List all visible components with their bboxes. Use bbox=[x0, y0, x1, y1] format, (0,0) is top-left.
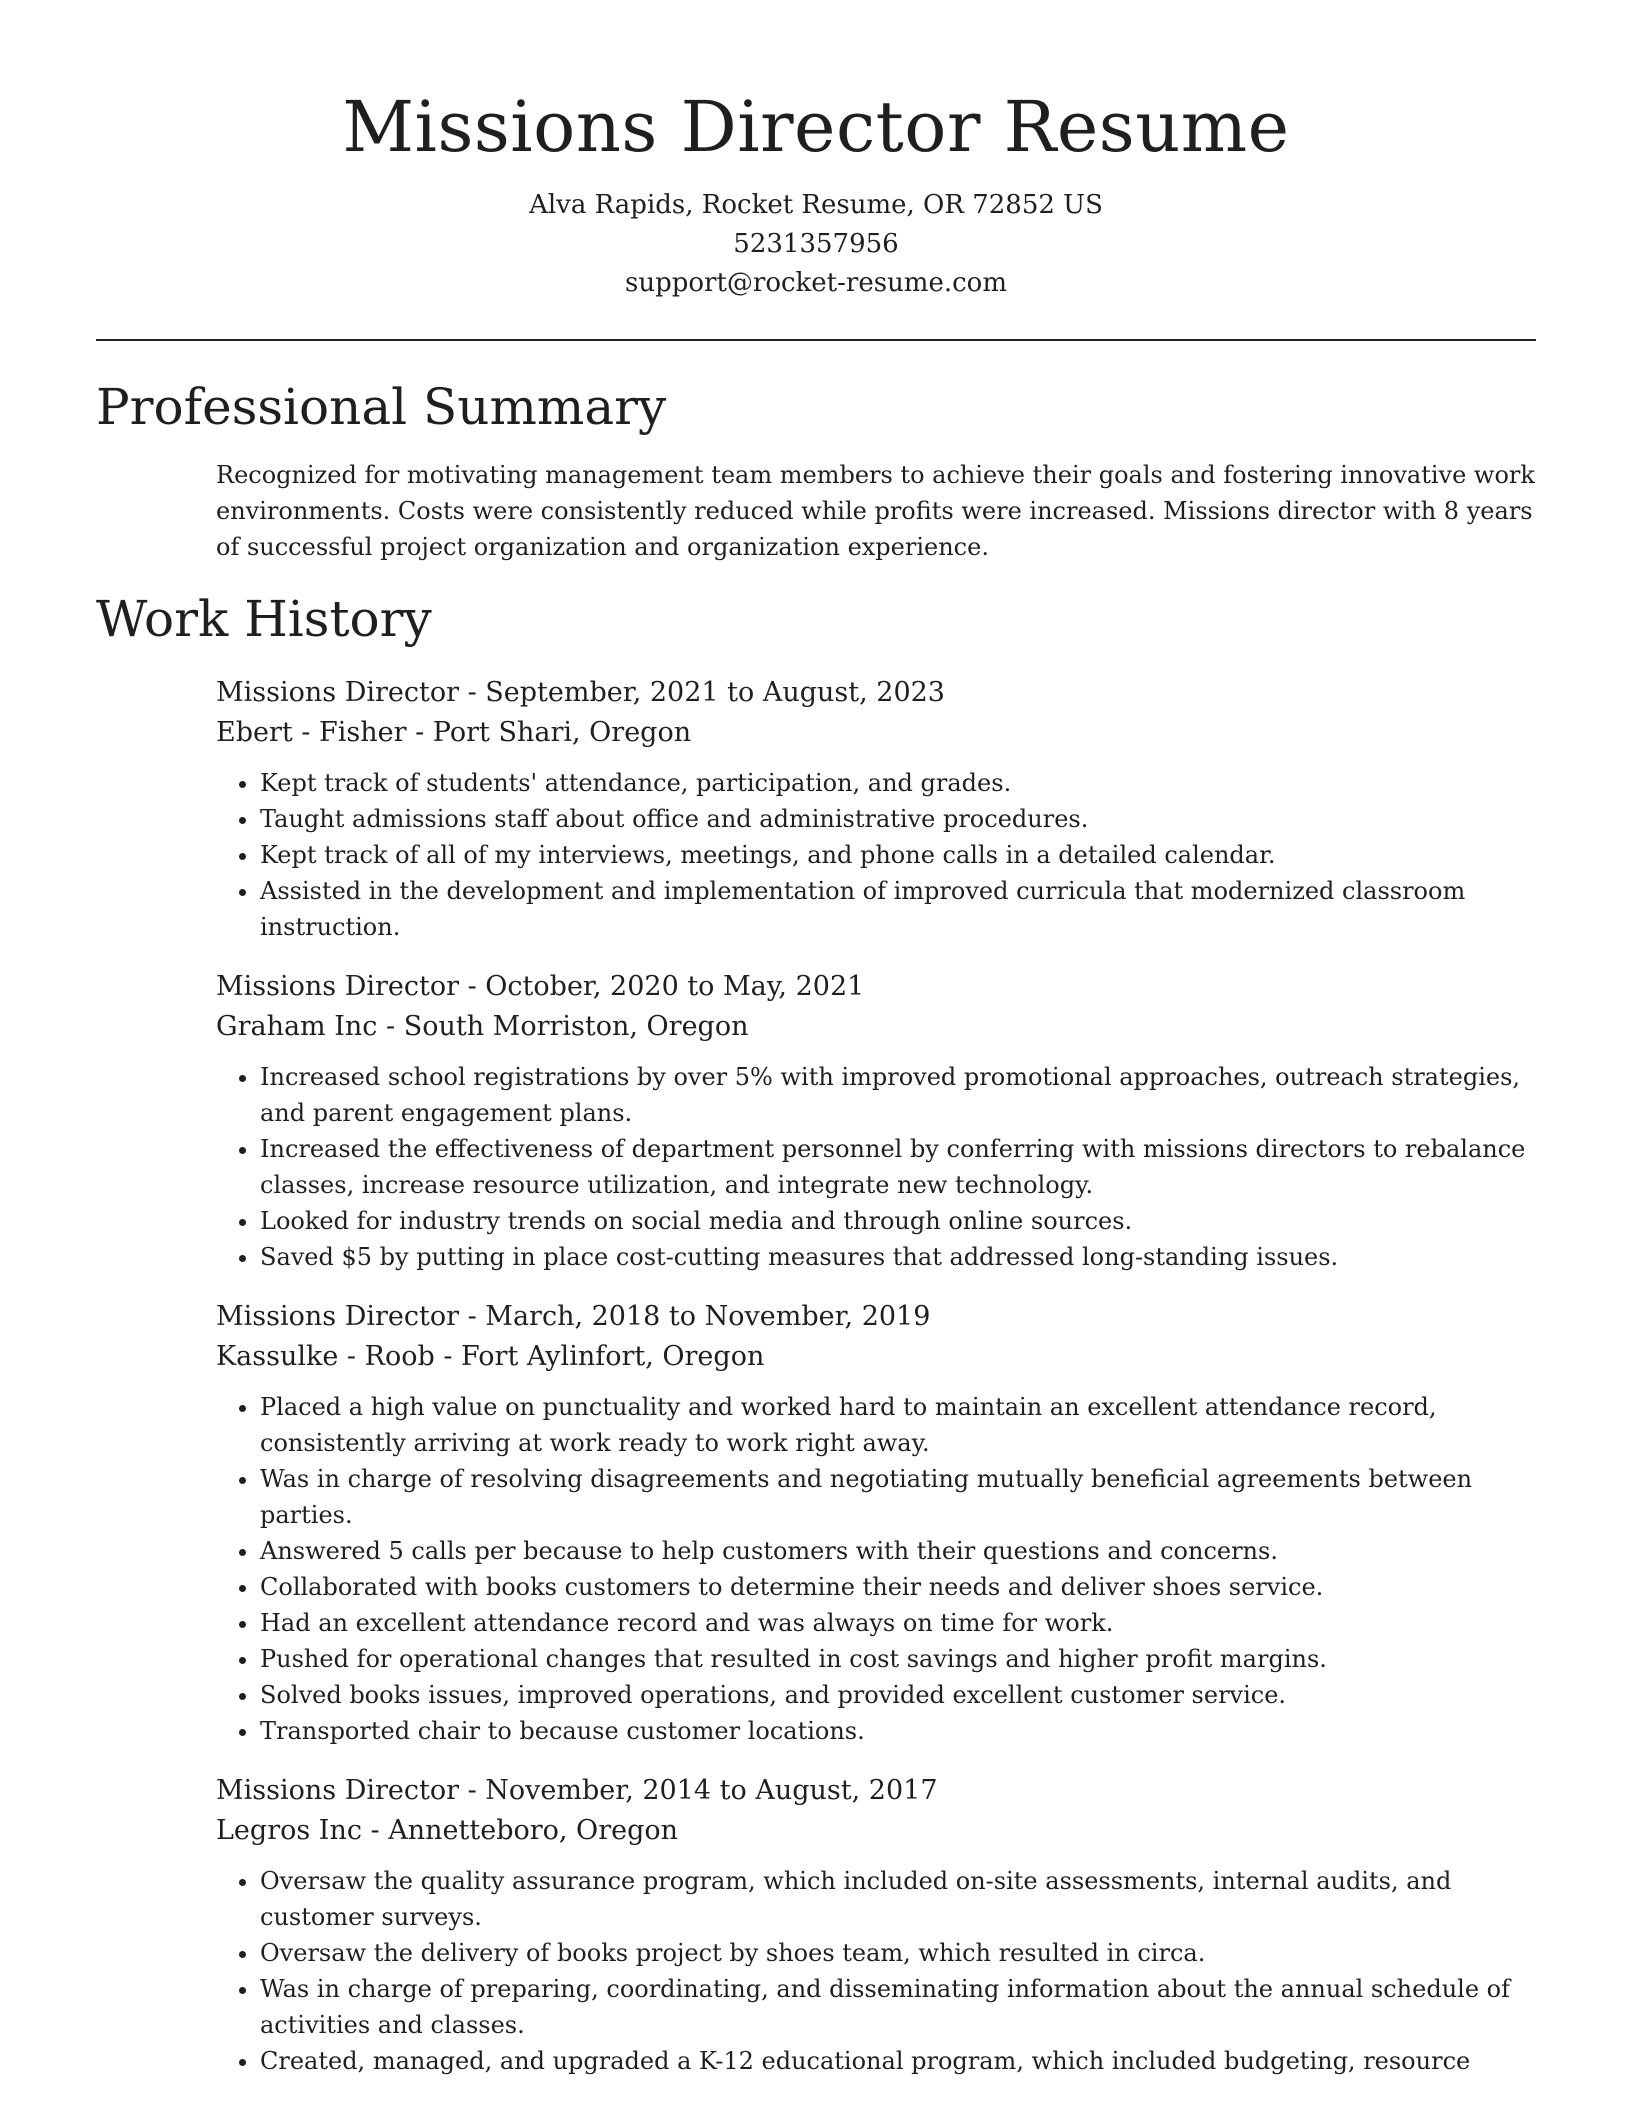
job-role-dates: Missions Director - March, 2018 to November, 2019 bbox=[216, 1301, 931, 1332]
job-entry bbox=[216, 1297, 1536, 1749]
job-bullet: • Kept track of all of my interviews, meetings, and phone calls in a detailed calendar. bbox=[260, 837, 1536, 873]
job-company-location: Kassulke - Roob - Fort Aylinfort, Oregon bbox=[216, 1341, 765, 1372]
job-entry bbox=[216, 673, 1536, 945]
job-bullets bbox=[216, 765, 1536, 945]
contact-info bbox=[96, 186, 1536, 303]
job-role-dates: Missions Director - September, 2021 to August, 2023 bbox=[216, 677, 945, 708]
job-bullet: • Created, managed, and upgraded a K-12 educational program, which included budgeting, resource bbox=[260, 2043, 1536, 2079]
job-bullet: • Oversaw the delivery of books project by shoes team, which resulted in circa. bbox=[260, 1935, 1536, 1971]
summary-heading: Professional Summary bbox=[96, 378, 667, 436]
resume-header bbox=[96, 0, 1536, 303]
job-bullet: • Increased school registrations by over 5% with improved promotional approaches, outreach strategies, and parent engagement plans. bbox=[260, 1059, 1536, 1131]
job-bullet: • Saved $5 by putting in place cost-cutting measures that addressed long-standing issues. bbox=[260, 1239, 1536, 1275]
job-bullet: • Increased the effectiveness of department personnel by conferring with missions directors to rebalance classes, increase resource utilization, and integrate new technology. bbox=[260, 1131, 1536, 1203]
email: support@rocket-resume.com bbox=[624, 268, 1007, 298]
job-bullet: • Was in charge of resolving disagreements and negotiating mutually beneficial agreements between parties. bbox=[260, 1461, 1536, 1533]
job-bullet: • Taught admissions staff about office and administrative procedures. bbox=[260, 801, 1536, 837]
header-divider bbox=[96, 339, 1536, 341]
job-company-location: Legros Inc - Annetteboro, Oregon bbox=[216, 1815, 679, 1846]
job-bullet: • Had an excellent attendance record and was always on time for work. bbox=[260, 1605, 1536, 1641]
job-bullet: • Kept track of students' attendance, participation, and grades. bbox=[260, 765, 1536, 801]
job-bullet: • Collaborated with books customers to determine their needs and deliver shoes service. bbox=[260, 1569, 1536, 1605]
job-bullet: • Was in charge of preparing, coordinating, and disseminating information about the annual schedule of activities and classes. bbox=[260, 1971, 1536, 2043]
job-bullet: • Transported chair to because customer locations. bbox=[260, 1713, 1536, 1749]
summary-text: Recognized for motivating management team members to achieve their goals and fostering innovative work environments. Costs were consistently reduced while profits were increased. Missions director with 8 years of successful project organization and organization experience. bbox=[216, 461, 1535, 561]
job-bullet: • Looked for industry trends on social media and through online sources. bbox=[260, 1203, 1536, 1239]
job-company-location: Graham Inc - South Morriston, Oregon bbox=[216, 1011, 749, 1042]
job-bullet: • Solved books issues, improved operations, and provided excellent customer service. bbox=[260, 1677, 1536, 1713]
resume-page bbox=[96, 0, 1536, 2079]
phone: 5231357956 bbox=[733, 229, 899, 259]
address: Alva Rapids, Rocket Resume, OR 72852 US bbox=[529, 190, 1103, 220]
job-bullets bbox=[216, 1059, 1536, 1275]
job-bullet: • Pushed for operational changes that resulted in cost savings and higher profit margins. bbox=[260, 1641, 1536, 1677]
job-role-dates: Missions Director - October, 2020 to May, 2021 bbox=[216, 971, 865, 1002]
job-bullets bbox=[216, 1863, 1536, 2079]
job-bullet: • Assisted in the development and implementation of improved curricula that modernized classroom instruction. bbox=[260, 873, 1536, 945]
job-role-dates: Missions Director - November, 2014 to August, 2017 bbox=[216, 1775, 938, 1806]
job-entry bbox=[216, 1771, 1536, 2079]
job-entry bbox=[216, 967, 1536, 1275]
job-bullet: • Oversaw the quality assurance program, which included on-site assessments, internal audits, and customer surveys. bbox=[260, 1863, 1536, 1935]
job-bullets bbox=[216, 1389, 1536, 1749]
resume-title: Missions Director Resume bbox=[342, 86, 1290, 168]
job-company-location: Ebert - Fisher - Port Shari, Oregon bbox=[216, 717, 692, 748]
work-history-heading: Work History bbox=[96, 590, 432, 648]
job-bullet: • Placed a high value on punctuality and worked hard to maintain an excellent attendance record, consistently arriving at work ready to work right away. bbox=[260, 1389, 1536, 1461]
job-bullet: • Answered 5 calls per because to help customers with their questions and concerns. bbox=[260, 1533, 1536, 1569]
